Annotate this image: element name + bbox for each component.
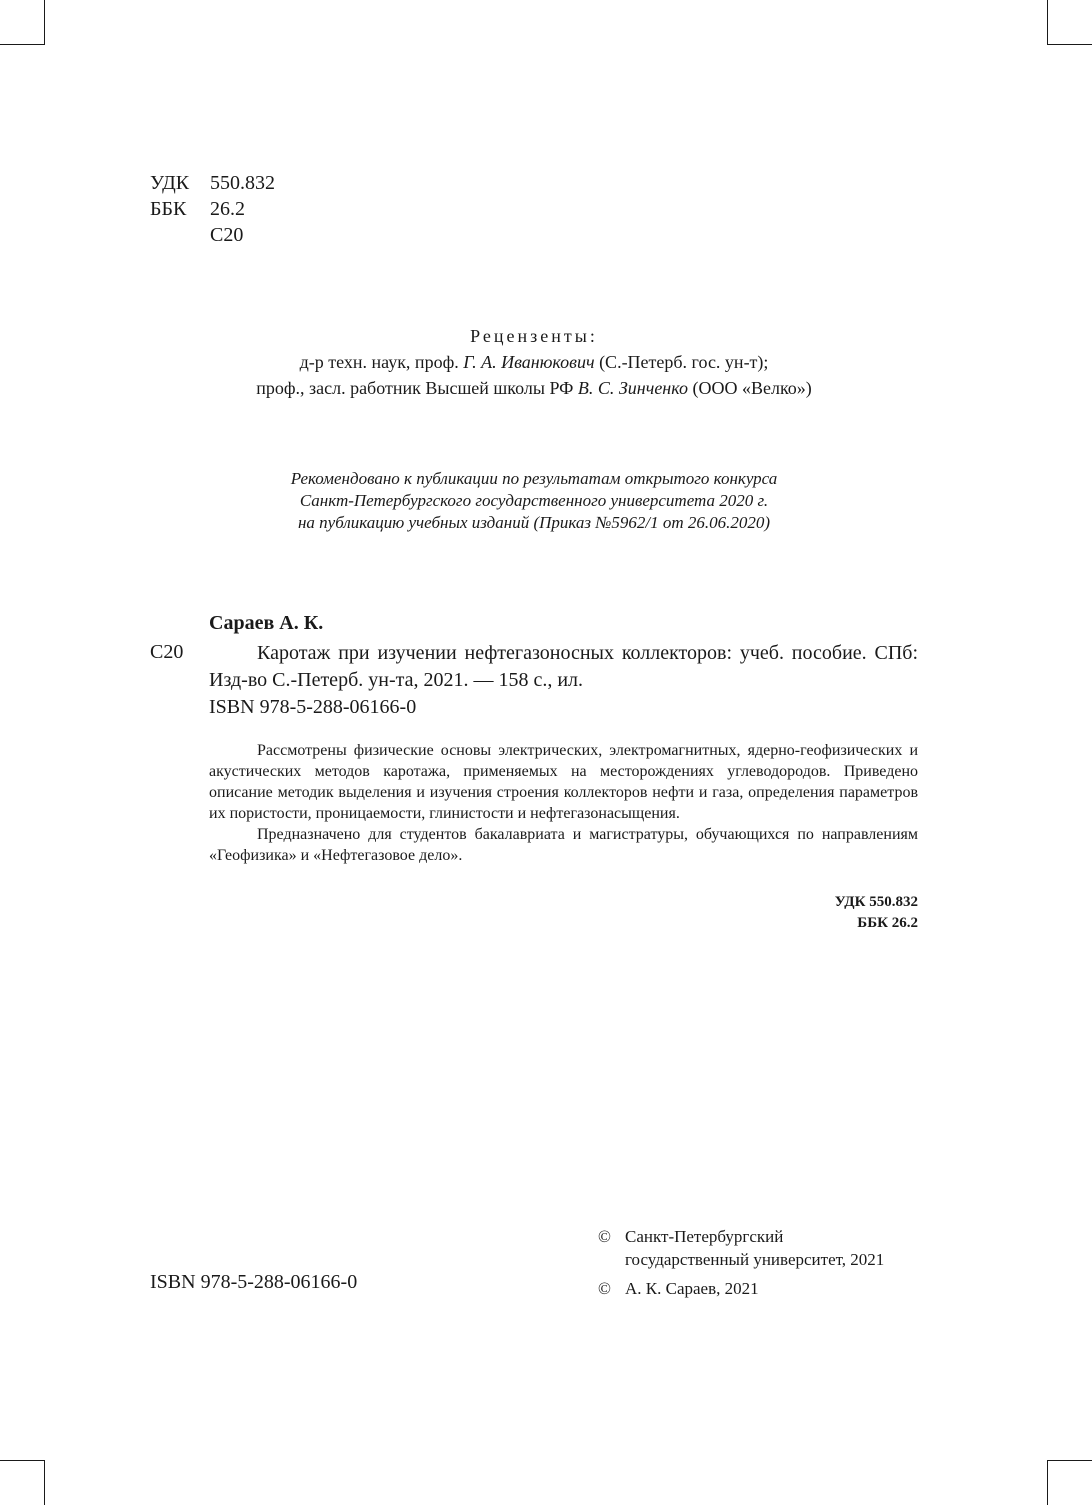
reviewer-line-2: проф., засл. работник Высшей школы РФ В. С. Зинченко (ООО «Велко») [256, 378, 812, 398]
author-mark-row [150, 222, 275, 248]
udk-label: УДК [150, 172, 190, 194]
book-author: Сараев А. К. [209, 612, 324, 634]
copyright-icon: © [598, 1279, 611, 1298]
recommendation-block [0, 468, 1068, 534]
isbn-bottom: ISBN 978-5-288-06166-0 [150, 1271, 358, 1293]
crop-mark-bottom-right-v [1047, 1460, 1048, 1505]
reviewers-block [0, 323, 1068, 401]
book-isbn: ISBN 978-5-288-06166-0 [209, 696, 417, 718]
udk-row [150, 170, 275, 196]
classification-block [150, 170, 275, 248]
annotation-block [209, 740, 918, 866]
recommendation-line: Рекомендовано к публикации по результатам открытого конкурса [290, 469, 778, 488]
reviewer-2-name: В. С. Зинченко [577, 378, 688, 398]
copyright-text: А. К. Сараев, 2021 [625, 1279, 759, 1298]
crop-mark-top-right-v [1047, 0, 1048, 45]
crop-mark-top-right-h [1047, 44, 1092, 45]
bbk-value: 26.2 [210, 198, 245, 220]
crop-mark-bottom-left-h [0, 1460, 45, 1461]
book-description: Каротаж при изучении нефтегазоносных коллекторов: учеб. пособие. СПб: Изд-во С.-Петерб. ун-та, 2021. — 158 с., ил. [209, 642, 918, 691]
reviewer-line-1: д-р техн. наук, проф. Г. А. Иванюкович (С.-Петерб. гос. ун-т); [299, 352, 769, 372]
annotation-paragraph-2: Предназначено для студентов бакалавриата и магистратуры, обучающихся по направлениям «Геофизика» и «Нефтегазовое дело». [209, 826, 918, 864]
copyright-entry [598, 1277, 884, 1300]
catalog-code: С20 [150, 641, 184, 663]
recommendation-line: на публикацию учебных изданий (Приказ №5962/1 от 26.06.2020) [297, 513, 771, 532]
author-mark: С20 [210, 224, 244, 246]
bibliographic-description [209, 640, 918, 721]
copyright-block [598, 1225, 884, 1306]
annotation-paragraph-1: Рассмотрены физические основы электрических, электромагнитных, ядерно-геофизических и акустических методов каротажа, применяемых на месторождениях углеводородов. Приведено описание методик выделения и изучения строения коллекторов нефти и газа, определения параметров их пористости, проницаемости, глинистости и нефтегазонасыщения. [209, 742, 918, 822]
index-block [700, 892, 918, 934]
crop-mark-bottom-right-h [1047, 1460, 1092, 1461]
recommendation-line: Санкт-Петербургского государственного университета 2020 г. [299, 491, 769, 510]
copyright-icon: © [598, 1227, 611, 1246]
reviewer-1-name: Г. А. Иванюкович [463, 352, 595, 372]
bbk-row [150, 196, 275, 222]
copyright-text: Санкт-Петербургский государственный университет, 2021 [625, 1227, 885, 1269]
reviewers-heading: Рецензенты: [470, 326, 598, 346]
crop-mark-bottom-left-v [44, 1460, 45, 1505]
udk-value: 550.832 [210, 172, 275, 194]
index-bbk: ББК 26.2 [857, 915, 918, 931]
copyright-entry [598, 1225, 884, 1271]
index-udk: УДК 550.832 [834, 894, 918, 910]
crop-mark-top-left-h [0, 44, 45, 45]
bbk-label: ББК [150, 198, 187, 220]
crop-mark-top-left-v [44, 0, 45, 45]
